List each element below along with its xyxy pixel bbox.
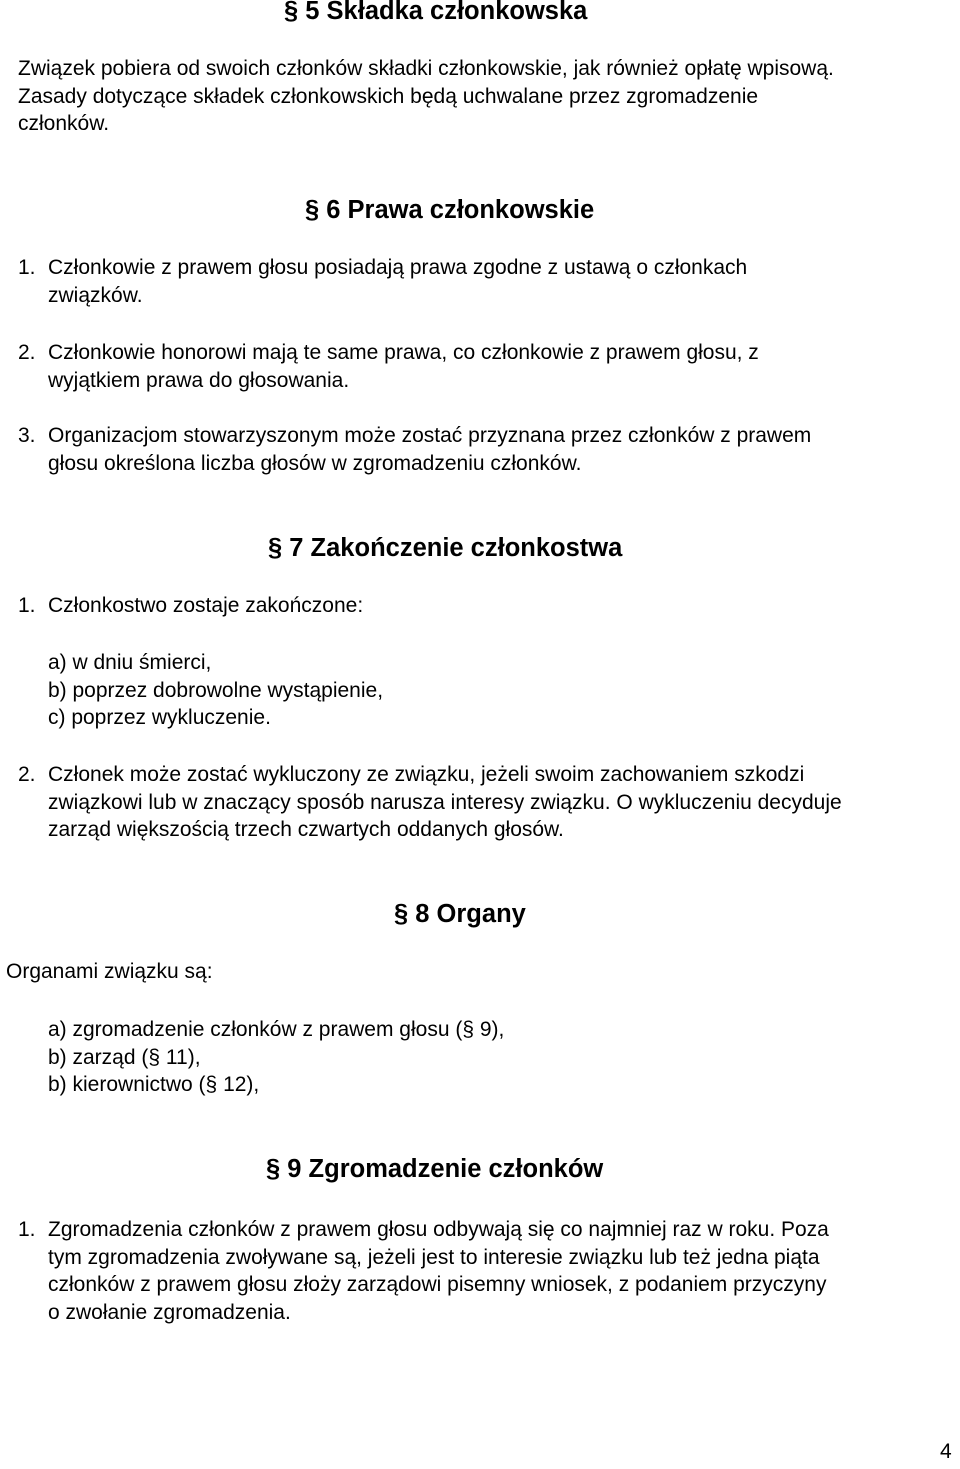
section-8-intro: Organami związku są: [6, 960, 213, 983]
item-line: związkowi lub w znaczący sposób narusza interesy związku. O wykluczeniu decyduje [48, 790, 842, 814]
paragraph-line: członków. [18, 112, 110, 135]
paragraph-line: Zasady dotyczące składek członkowskich będą uchwalane przez zgromadzenie [18, 84, 759, 108]
item-number: 3. [18, 424, 36, 447]
list-item [18, 254, 747, 309]
section-7-title: 7 Zakończenie członkostwa [289, 534, 623, 562]
item-line: wyjątkiem prawa do głosowania. [48, 368, 350, 392]
page-number: 4 [940, 1440, 952, 1463]
organ-text: a) zgromadzenie członków z prawem głosu ( [48, 1018, 463, 1041]
item-number: 2. [18, 341, 36, 364]
section-sign: § [284, 0, 299, 25]
section-sign: § [305, 196, 320, 224]
organ-text: b) kierownictwo ( [48, 1073, 206, 1096]
item-line: Zgromadzenia członków z prawem głosu odbywają się co najmniej raz w roku. Poza [48, 1218, 829, 1241]
item-line: Członkowie z prawem głosu posiadają prawa zgodne z ustawą o członkach [48, 256, 748, 279]
section-sign: § [205, 1073, 218, 1096]
sub-list [48, 649, 383, 732]
item-number: 1. [18, 1218, 36, 1241]
section-8-heading [394, 900, 526, 929]
list-item [18, 592, 363, 620]
section-9-heading [266, 1155, 603, 1184]
organ-item [48, 1016, 504, 1044]
section-9-title: 9 Zgromadzenie członków [287, 1155, 604, 1183]
section-sign: § [268, 534, 283, 562]
organ-ref: 11), [160, 1045, 201, 1069]
item-line: Członkostwo zostaje zakończone: [48, 594, 364, 617]
item-line: tym zgromadzenia zwoływane są, jeżeli jest to interesie związku lub też jedna piąta [48, 1245, 820, 1269]
section-6-heading [305, 196, 594, 225]
section-8-title: 8 Organy [415, 900, 526, 928]
section-sign: § [462, 1018, 475, 1041]
list-item [18, 339, 759, 394]
section-5-title: 5 Składka członkowska [305, 0, 588, 25]
list-item [18, 1216, 829, 1326]
organ-text: b) zarząd ( [48, 1045, 149, 1069]
list-item [18, 422, 811, 477]
item-line: głosu określona liczba głosów w zgromadzeniu członków. [48, 451, 582, 475]
item-line: członków z prawem głosu złoży zarządowi pisemny wniosek, z podaniem przyczyny [48, 1273, 827, 1296]
organ-ref: 9), [474, 1018, 505, 1041]
item-number: 1. [18, 594, 36, 617]
sub-item: a) w dniu śmierci, [48, 651, 212, 674]
section-5-heading [284, 0, 587, 26]
section-sign: § [266, 1155, 281, 1183]
list-item [18, 761, 842, 844]
organ-ref: 12), [217, 1073, 260, 1096]
section-sign: § [394, 900, 409, 928]
organ-list [48, 1016, 504, 1099]
paragraph-line: Związek pobiera od swoich członków składki członkowskie, jak również opłatę wpisową. [18, 57, 834, 80]
section-5-paragraph [18, 55, 834, 138]
item-number: 1. [18, 256, 36, 279]
item-line: Członkowie honorowi mają te same prawa, co członkowie z prawem głosu, z [48, 341, 759, 364]
organ-item [48, 1044, 504, 1072]
item-line: Organizacjom stowarzyszonym może zostać przyznana przez członków z prawem [48, 424, 812, 447]
item-number: 2. [18, 763, 36, 786]
section-sign: § [148, 1045, 161, 1069]
item-line: o zwołanie zgromadzenia. [48, 1300, 291, 1324]
item-line: zarząd większością trzech czwartych oddanych głosów. [48, 818, 564, 841]
organ-item [48, 1071, 504, 1099]
section-6-title: 6 Prawa członkowskie [326, 196, 595, 224]
item-line: związków. [48, 283, 143, 307]
item-line: Członek może zostać wykluczony ze związku, jeżeli swoim zachowaniem szkodzi [48, 763, 805, 786]
sub-item: c) poprzez wykluczenie. [48, 706, 271, 729]
sub-item: b) poprzez dobrowolne wystąpienie, [48, 678, 384, 702]
section-7-heading [268, 534, 622, 563]
